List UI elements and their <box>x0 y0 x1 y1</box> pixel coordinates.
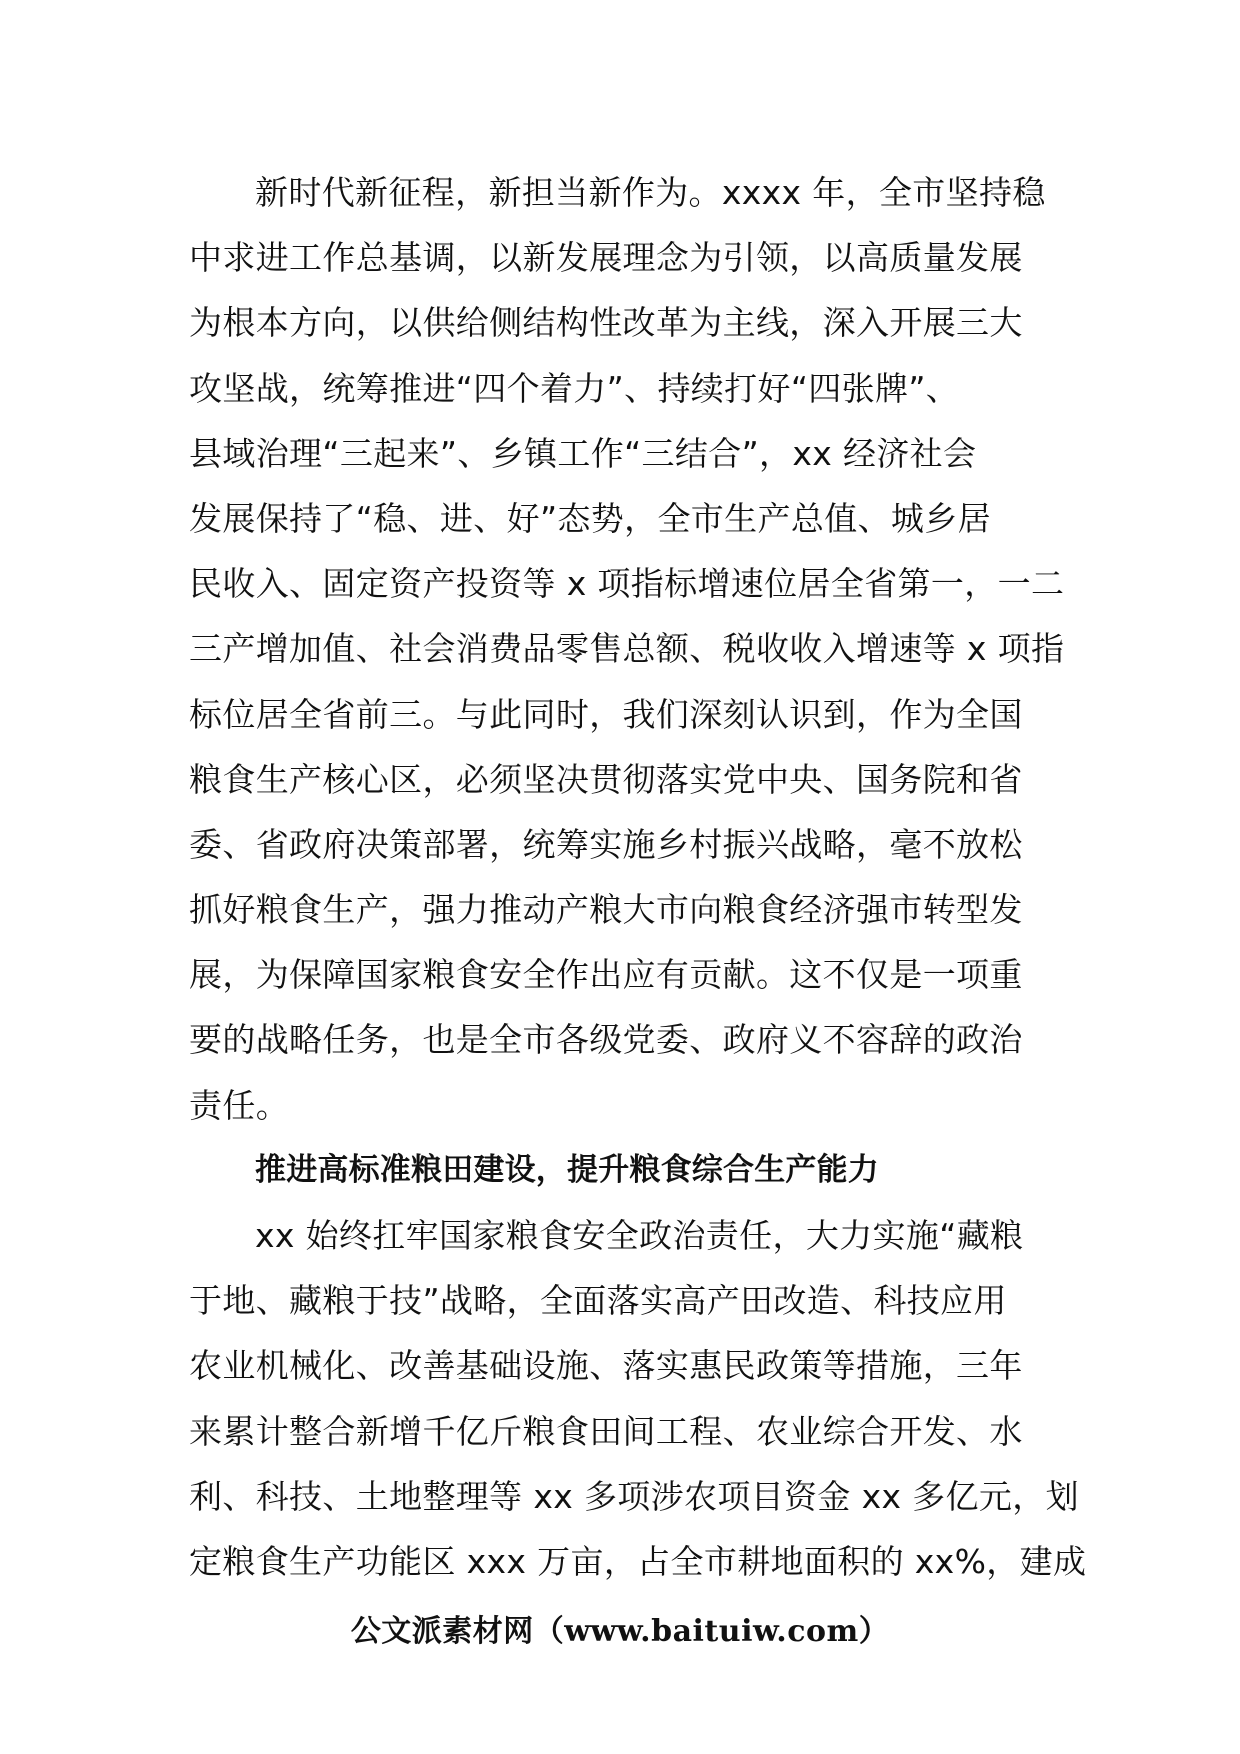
text-line: 为根本方向，以供给侧结构性改革为主线，深入开展三大 <box>189 303 1023 343</box>
text-line: 于地、藏粮于技”战略，全面落实高产田改造、科技应用 <box>189 1281 1007 1321</box>
paragraph-body <box>189 1203 1087 1594</box>
text-line: 利、科技、土地整理等 xx 多项涉农项目资金 xx 多亿元，划 <box>189 1476 1079 1516</box>
text-line: 新时代新征程，新担当新作为。xxxx 年，全市坚持稳 <box>255 173 1046 212</box>
text-line: 要的战略任务，也是全市各级党委、政府义不容辞的政治 <box>189 1020 1023 1060</box>
text-line: 标位居全省前三。与此同时，我们深刻认识到，作为全国 <box>189 694 1023 734</box>
text-line: 定粮食生产功能区 xxx 万亩，占全市耕地面积的 xx%，建成 <box>189 1541 1087 1581</box>
document-page <box>189 160 1087 1594</box>
text-line: 三产增加值、社会消费品零售总额、税收收入增速等 x 项指 <box>189 629 1065 669</box>
section-heading <box>189 1138 1055 1203</box>
page-footer-watermark: 公文派素材网（www.baituiw.com） <box>350 1614 890 1649</box>
text-line: 展，为保障国家粮食安全作出应有贡献。这不仅是一项重 <box>189 955 1023 995</box>
text-line: xx 始终扛牢国家粮食安全政治责任，大力实施“藏粮 <box>255 1216 1024 1255</box>
text-line: 粮食生产核心区，必须坚决贯彻落实党中央、国务院和省 <box>189 759 1023 799</box>
text-line: 责任。 <box>189 1085 290 1125</box>
text-line: 发展保持了“稳、进、好”态势，全市生产总值、城乡居 <box>189 498 991 538</box>
paragraph-intro <box>189 160 1065 1138</box>
text-line: 来累计整合新增千亿斤粮食田间工程、农业综合开发、水 <box>189 1411 1023 1451</box>
text-line: 民收入、固定资产投资等 x 项指标增速位居全省第一，一二 <box>189 564 1065 604</box>
section-heading-text: 推进高标准粮田建设，提升粮食综合生产能力 <box>255 1151 879 1188</box>
text-line: 县域治理“三起来”、乡镇工作“三结合”，xx 经济社会 <box>189 433 977 473</box>
text-line: 委、省政府决策部署，统筹实施乡村振兴战略，毫不放松 <box>189 824 1023 864</box>
text-line: 中求进工作总基调，以新发展理念为引领，以高质量发展 <box>189 238 1023 278</box>
text-line: 农业机械化、改善基础设施、落实惠民政策等措施，三年 <box>189 1346 1023 1386</box>
text-line: 抓好粮食生产，强力推动产粮大市向粮食经济强市转型发 <box>189 890 1023 930</box>
text-line: 攻坚战，统筹推进“四个着力”、持续打好“四张牌”、 <box>189 368 960 408</box>
